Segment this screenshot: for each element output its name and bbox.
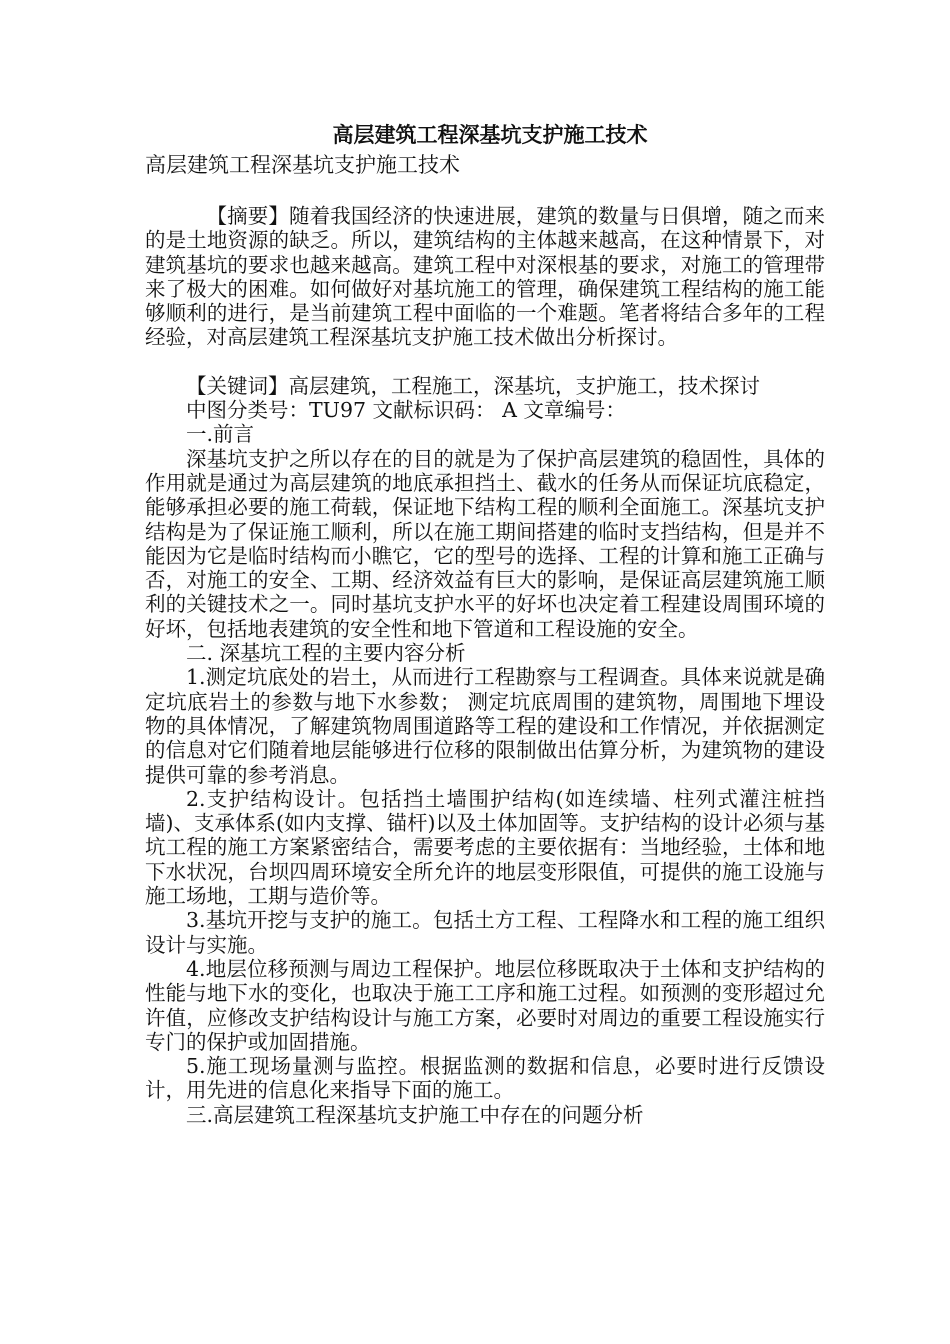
spacer <box>145 180 825 204</box>
classification-line: 中图分类号：TU97 文献标识码： A 文章编号： <box>186 398 626 423</box>
section-heading-2: 二. 深基坑工程的主要内容分析 <box>186 641 466 666</box>
section-heading-3: 三.高层建筑工程深基坑支护施工中存在的问题分析 <box>186 1102 644 1127</box>
keywords-paragraph: 【关键词】高层建筑，工程施工，深基坑，支护施工，技术探讨 <box>186 373 760 398</box>
spacer <box>145 350 825 374</box>
section-1-body: 深基坑支护之所以存在的目的就是为了保护高层建筑的稳固性，具体的作用就是通过为高层建筑的地底承担挡土、截水的任务从而保证坑底稳定，能够承担必要的施工荷载，保证地下结构工程的顺利全面施工。深基坑支护结构是为了保证施工顺利，所以在施工期间搭建的临时支挡结构，但是并不能因为它是临时结构而小瞧它，它的型号的选择、工程的计算和施工正确与否，对施工的安全、工期、经济效益有巨大的影响，是保证高层建筑施工顺利的关键技术之一。同时基坑支护水平的好坏也决定着工程建设周围环境的好坏，包括地表建筑的安全性和地下管道和工程设施的安全。 <box>145 446 825 641</box>
list-item-3: 3.基坑开挖与支护的施工。包括土方工程、工程降水和工程的施工组织设计与实施。 <box>145 908 825 957</box>
list-item-4: 4.地层位移预测与周边工程保护。地层位移既取决于土体和支护结构的性能与地下水的变化，也取决于施工工序和施工过程。如预测的变形超过允许值，应修改支护结构设计与施工方案，必要时对周边的重要工程设施实行专门的保护或加固措施。 <box>145 956 825 1054</box>
document-page <box>145 120 825 1127</box>
list-item-2: 2.支护结构设计。包括挡土墙围护结构(如连续墙、柱列式灌注桩挡墙)、支承体系(如内支撑、锚杆)以及土体加固等。支护结构的设计必须与基坑工程的施工方案紧密结合，需要考虑的主要依据有：当地经验，土体和地下水状况，台坝四周环境安全所允许的地层变形限值，可提供的施工设施与施工场地，工期与造价等。 <box>145 786 825 909</box>
section-heading-1: 一.前言 <box>186 422 255 447</box>
document-subtitle: 高层建筑工程深基坑支护施工技术 <box>145 153 460 177</box>
document-title: 高层建筑工程深基坑支护施工技术 <box>332 122 648 147</box>
list-item-1: 1.测定坑底处的岩土，从而进行工程勘察与工程调查。具体来说就是确定坑底岩土的参数与地下水参数； 测定坑底周围的建筑物，周围地下埋设物的具体情况，了解建筑物周围道路等工程的建设和工作情况，并依据测定的信息对它们随着地层能够进行位移的限制做出估算分析，为建筑物的建设提供可靠的参考消息。 <box>145 665 825 787</box>
list-item-5: 5.施工现场量测与监控。根据监测的数据和信息，必要时进行反馈设计，用先进的信息化来指导下面的施工。 <box>145 1054 825 1103</box>
abstract-paragraph: 【摘要】随着我国经济的快速进展，建筑的数量与日俱增，随之而来的是土地资源的缺乏。所以，建筑结构的主体越来越高，在这种情景下，对建筑基坑的要求也越来越高。建筑工程中对深根基的要求，对施工的管理带来了极大的困难。如何做好对基坑施工的管理，确保建筑工程结构的施工能够顺利的进行，是当前建筑工程中面临的一个难题。笔者将结合多年的工程经验，对高层建筑工程深基坑支护施工技术做出分析探讨。 <box>145 204 825 350</box>
